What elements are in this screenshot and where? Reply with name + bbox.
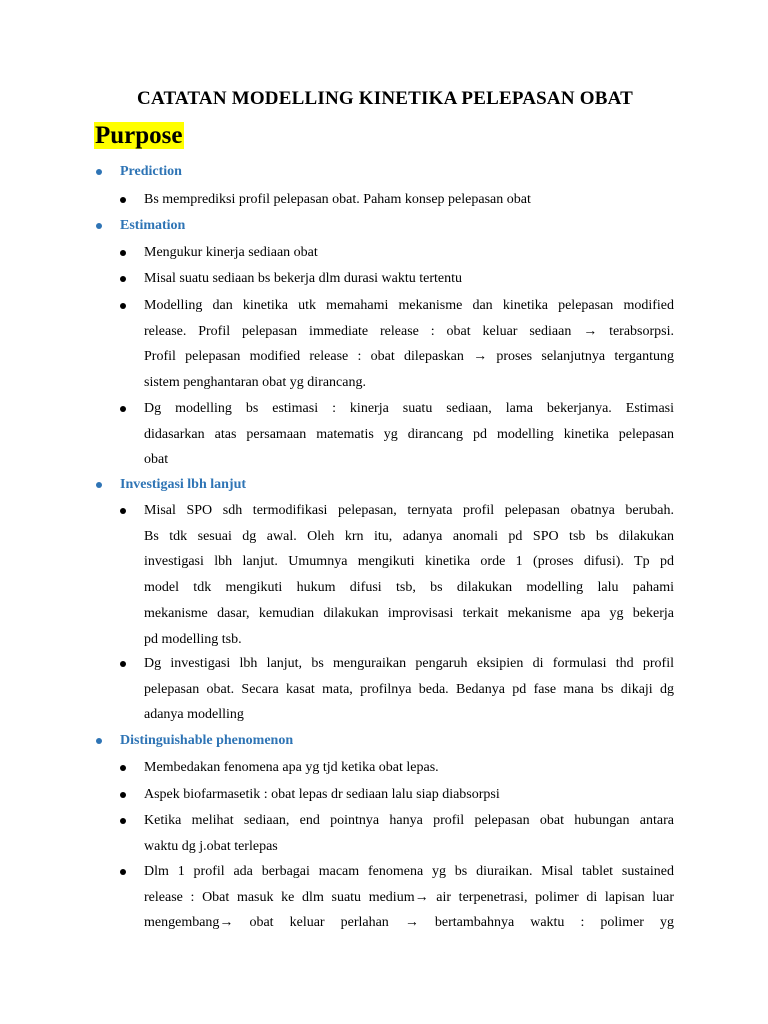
bullet-icon bbox=[120, 303, 126, 309]
bullet-icon bbox=[120, 250, 126, 256]
bullet-icon bbox=[96, 482, 102, 488]
text-line: Bs tdk sesuai dg awal. Oleh krn itu, adanya anomali pd SPO tsb bs dilakukan bbox=[144, 528, 674, 544]
highlighted-heading-text: Purpose bbox=[95, 122, 183, 149]
text-line: Mengukur kinerja sediaan obat bbox=[144, 245, 318, 260]
text-line: release. Profil pelepasan immediate release : obat keluar sediaan → terabsorpsi. bbox=[144, 323, 674, 339]
document-title: CATATAN MODELLING KINETIKA PELEPASAN OBAT bbox=[137, 88, 633, 109]
text-line: Modelling dan kinetika utk memahami mekanisme dan kinetika pelepasan modified bbox=[144, 298, 674, 313]
heading-investigasi bbox=[120, 475, 246, 495]
bullet-icon bbox=[120, 869, 126, 875]
bullet-icon bbox=[120, 197, 126, 203]
list-item bbox=[144, 293, 674, 396]
bullet-icon bbox=[120, 661, 126, 667]
heading-label: Estimation bbox=[120, 218, 186, 233]
bullet-icon bbox=[120, 276, 126, 282]
heading-label: Distinguishable phenomenon bbox=[120, 733, 294, 748]
text-line: didasarkan atas persamaan matematis yg dirancang pd modelling kinetika pelepasan bbox=[144, 426, 674, 442]
list-item bbox=[144, 651, 674, 728]
list-item bbox=[144, 808, 674, 859]
text-line: Bs memprediksi profil pelepasan obat. Paham konsep pelepasan obat bbox=[144, 192, 531, 207]
list-item bbox=[144, 498, 674, 652]
heading-estimation bbox=[120, 216, 185, 236]
text-line: obat bbox=[144, 452, 169, 468]
bullet-icon bbox=[120, 765, 126, 771]
text-line: pelepasan obat. Secara kasat mata, profilnya beda. Bedanya pd fase mana bs dikaji dg bbox=[144, 681, 674, 697]
text-line: Membedakan fenomena apa yg tjd ketika obat lepas. bbox=[144, 760, 439, 775]
text-line: Dg investigasi lbh lanjut, bs menguraikan pengaruh eksipien di formulasi thd profil bbox=[144, 656, 674, 671]
text-line: mengembang→ obat keluar perlahan → bertambahnya waktu : polimer yg bbox=[144, 915, 674, 931]
bullet-icon bbox=[120, 508, 126, 514]
text-line: Profil pelepasan modified release : obat dilepaskan → proses selanjutnya tergantung bbox=[144, 349, 674, 365]
heading-distinguishable bbox=[120, 731, 293, 751]
heading-label: Prediction bbox=[120, 164, 182, 179]
list-item bbox=[144, 755, 674, 781]
list-item bbox=[144, 266, 674, 292]
bullet-icon bbox=[96, 223, 102, 229]
text-line: Misal suatu sediaan bs bekerja dlm durasi waktu tertentu bbox=[144, 271, 463, 286]
text-line: waktu dg j.obat terlepas bbox=[144, 838, 278, 854]
bullet-icon bbox=[120, 406, 126, 412]
text-line: Dlm 1 profil ada berbagai macam fenomena yg bs diuraikan. Misal tablet sustained bbox=[144, 864, 674, 879]
text-line: release : Obat masuk ke dlm suatu medium→ air terpenetrasi, polimer di lapisan luar bbox=[144, 889, 674, 905]
list-item bbox=[144, 396, 674, 473]
text-line: pd modelling tsb. bbox=[144, 631, 242, 647]
bullet-icon bbox=[96, 169, 102, 175]
list-item bbox=[144, 782, 674, 808]
text-line: Ketika melihat sediaan, end pointnya hanya profil pelepasan obat hubungan antara bbox=[144, 813, 674, 828]
list-item bbox=[144, 859, 674, 936]
text-line: model tdk mengikuti hukum difusi tsb, bs dilakukan modelling lalu pahami bbox=[144, 580, 674, 596]
list-item bbox=[144, 240, 674, 266]
bullet-icon bbox=[96, 738, 102, 744]
bullet-icon bbox=[120, 818, 126, 824]
bullet-icon bbox=[120, 792, 126, 798]
heading-prediction bbox=[120, 162, 182, 182]
heading-label: Investigasi lbh lanjut bbox=[120, 477, 247, 492]
text-line: investigasi lbh lanjut. Umumnya mengikuti kinetika orde 1 (proses difusi). Tp pd bbox=[144, 554, 674, 570]
text-line: adanya modelling bbox=[144, 707, 244, 723]
text-line: mekanisme dasar, kemudian dilakukan improvisasi terkait mekanisme apa yg bekerja bbox=[144, 605, 674, 621]
text-line: Dg modelling bs estimasi : kinerja suatu sediaan, lama bekerjanya. Estimasi bbox=[144, 401, 674, 416]
section-heading-purpose bbox=[94, 120, 184, 152]
text-line: Misal SPO sdh termodifikasi pelepasan, ternyata profil pelepasan obatnya berubah. bbox=[144, 503, 674, 518]
text-line: Aspek biofarmasetik : obat lepas dr sediaan lalu siap diabsorpsi bbox=[144, 787, 500, 802]
text-line: sistem penghantaran obat yg dirancang. bbox=[144, 375, 366, 391]
list-item bbox=[144, 187, 674, 213]
